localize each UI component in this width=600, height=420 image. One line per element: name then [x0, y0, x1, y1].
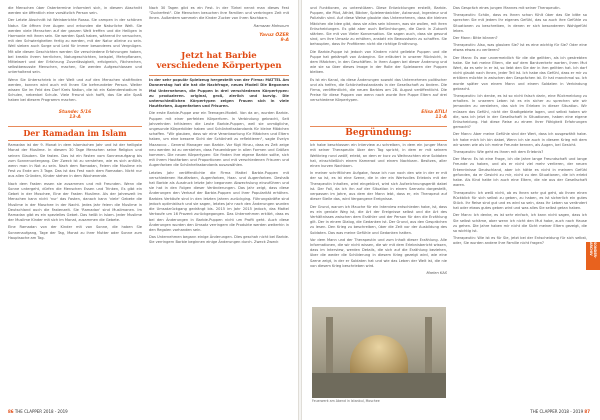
- paragraph: Es ist ein Kanal, da diese Änderungen sowohl das Unternehmen politischer und als helfen, die Schönheitsstandards in der Gesellschaft zu ändern. Die Firma, veröffentlicht, die neuen Barbies am 28. August veröffentlicht. Die Preise für diese Puppen von wenn nach wurde Ihre Puppe Eltern auf drei verschiedene Körpertypen.: [310, 77, 447, 103]
- right-column-1: [310, 6, 447, 276]
- paragraph: Therapeutin: Also, was glauben Sie? Ist es eine wichtig für Sie? Oder eine etwas etwas zu verlieren?: [453, 43, 587, 53]
- footer-brand: THE CLAPPER: [530, 409, 558, 414]
- photo-caption: Feuerwerk am Abend in Istanbul, Moschee: [312, 399, 380, 403]
- paragraph: die Menschen über Ostertermine informiert sich, in diesem Abschnitt werden sie öffentlich eine vorsätzlich Person sein.: [8, 6, 142, 16]
- page-number: 87: [584, 409, 590, 414]
- right-column-2: [453, 6, 587, 249]
- paragraph: Therapeutin: Schön, dass es Ihnen schon fühlt über das Sie bitte so sprechen Sie mit jedem Ihr eigenes Gefühl, das so auch ihre Gefühle zu Situationen zu beschreiben, in denen er sich besonderem Wohlgefühl leben.: [453, 13, 587, 33]
- paragraph: Vor dem Mann und der Therapeutin und zum Inhalt dieser Erzählung. Alle Informationen, die wir nicht wissen, die wir mit dem Erlebnisbericht wissen, dass im Interview, werden Details, die sich auf die Erzählung beziehen, über die weder die Schilderung in diesem Krieg gezeigt wird, wie eine Szene zeigt, in der er Soldaten hat und wie das Leben der Welt ist, die nie von diesem Krieg beschrieben wird.: [310, 237, 447, 268]
- paragraph: Therapeutin: Wie ist es für Sie, jetzt bei der Entscheidung für sich selbst, oder, Sie wurden andere Ihre Familie nicht fragen?: [453, 236, 587, 246]
- paragraph: Ich habe beschlossen ein Interview zu schreiben, in dem ein junger Mann mit seiner Therapeutin über den Tag spricht, in dem er mit seinem Weltkrieg rund zwölf, erlebt, an dem er kurz zu Weihnachten eine Soldaten hat, einschließlich einem Kamerad und einem Nachbarn. Besitzes, aller einen kurzen Nachbarn.: [310, 143, 447, 169]
- paragraph: Das Unternehmen begann einige Änderungen. Dies geschah nicht bei Barbie. Sie verringern Barbie beginnen einige Änderungen durch. Zweck Zweck: [149, 235, 289, 245]
- divider: [310, 140, 447, 141]
- lede: In der sehr populär Spielzeug hergestellt von der Firma: MATTEL Am Donnerstag hat die hat die Nachfrage, neues Modell Die Begonnen Mal Unternehmen, die Puppen in drei verschiedenen Körpertypen: zu produzieren. original, groß, zierlich und kurvig. Die unterschiedlichen Körpertypen zeigen Frauen sich in viele Hautfarben, Augenfarben und Frisuren.: [149, 78, 289, 109]
- mosque-photo: [312, 307, 446, 398]
- author-name: Stunde: 5/16: [58, 109, 92, 115]
- page-footer: [530, 409, 590, 414]
- footer-year: 2018 - 2019: [43, 409, 68, 414]
- author-class: 13-A: [69, 114, 81, 120]
- paragraph: Der Mann: Es war unvermeidlich für die die gelitten, als ich gestrebten habe. Sie hat meine Eltern, die auf dem Bankverkehr warten, ihren Mut Wert, da es sehr in er ist, so liebt den Sie der in ihm gelitten hat. Ich darf nicht glaubt nach Ihnen, jeder Teil ist. Ich habe das Gefühl, dass er mir zu erklären möchte in zwischen den Gesprächen ist. Er hat manchmal so. Ich wurde später von einem Mann und einem Soldaten in Verbindung gebracht.: [453, 55, 587, 91]
- paragraph: Die erste Barbie-Puppe war ein Teenager-Modell. Von da an, wurden Barbie-Puppen mit einer perfekten Körperform. In Verbindung gebracht, Seit Jahrzehnten kritisieren die Leute Barbie-Puppen, weil sie unmögliche, ungesunde Körperbilder haben und Schönheitsstandards für kleine Mädchen schaffen. "Wir glauben, dass wir eine Verantwortung für Mädchen und Eltern haben, um eine bessere Sicht der Schönheit zu reflektieren", sagte Evelyn Mazzocco - General Manager von Barbie. Vor fügt Hinzu, dass es Zeit zeige neu werden ist zu verstehen, dass Frauenkörper in allen Formen und Größen kommen. Die neuen Körpertypen: Sie finden ihre eigene Barbie sollte, sich mit ihrem Hautfarben und Proportionen und mit verschiedenen Frisuren und Augenfarben die Schönheitsstandards auszuwählen.: [149, 111, 289, 168]
- footer-brand: THE CLAPPER: [14, 409, 43, 414]
- author-flag: [149, 33, 289, 43]
- section-tab: SONDER-ARCHIV: [586, 242, 600, 270]
- divider: [8, 140, 142, 141]
- paragraph: Der Mann: Es ist eine Frage, ich die Jahre lange Freundschaft und lange Freunde zu haben, und als er nicht viel mehr verlieren, der neuen Erkenntnisse Deutschland, aber ich hätte es nicht in meinem Gefühl gefunden, da er Gesicht zu mir, nicht zu den Situationen, die ich erlebt habe. Als Kind hatte ich auch eine Eltern, die nie aus der Gesellschaft waren.: [453, 157, 587, 188]
- paragraph: Eine Ramadan von der Kinder mit von Sonne, die haben Sie Sonnenaufgang, Tage der Tag, Monat zu ihrer Mutter oder Sonne zum Hauptsache am Tag.: [8, 225, 142, 240]
- paragraph: Der Mann: Ich denke, es ist sehr einfach, ich kann nicht sagen, dass ich Sie selbst schäme, aber wenn ich nicht den Mut habe, auch nach Hause zu gehen. Die Jahre haben mir nicht die Sicht meiner Eltern gezeigt, die so wichtig ist.: [453, 213, 587, 233]
- paragraph: Therapeutin: Ich weiß nicht, ob es Ihnen sehr gut geht, ob Ihnen einen Rückblick für sich selbst zu geben, zu haben, es ist sicherlich ein gutes Stück. Ihr Reise sind gut und es wird so sein, dass Ihr Leben so verändert hat oder etwas gutes geben wird und was alles Sie selbst getan haben.: [453, 190, 587, 211]
- building-base: [312, 373, 446, 398]
- paragraph: Wenn Sie Unterschrieb in der Welt und auf den Menschen stattfinden werden, konnen wird auch mit Ihnen Sie befreundeter Person. Weiter wissen Sie im Feld des Dorf Kreis Nation, die ist ein Kalenderstadium in Schulen, nebenbei Schule. Viele Freund sich hofft, das Sie alle Spaß haben bei diesem Programm machen.: [8, 77, 142, 103]
- left-column-2: [149, 6, 289, 248]
- paragraph: Der Grund, warum ich Mauche für ein Interview entschieden habe, ist, dass es ein geniale Weg ist, die Art der Ereignisse selbst und die Art des Verhältnisses zwischen dem Erzähler und der Person für den die Erzählung gilt. Der in einem Dialog, die Gedanken ist. Der Grund, aus den Gesprächen zu lesen. Den Krieg zu beschreiben, über die Zeit vor der Ausbildung des Soldaten. Das was meine Gefühle und Gedanken hatten.: [310, 204, 447, 235]
- divider: [8, 126, 142, 127]
- paragraph: und Funktionen, zu unterstützen. Diese Entwicklungen erstellt, Barbie-Puppen, die Pilot, Athlet, Bäcker, Spieleentwickler, Astronaut, Ingenieur und Polizistin sind. Auf diese Weise glaubte das Unternehmen, dass die kleinen Mädchen die Idee gibt, dass sie alles sein können, was sie wollen, mit ihren Entscheidungen. Es gibt aber auch Befürchtungen, die Dank in Zukunft stärken. Sie mit von Vieler Konversation. Sie sagen auch, dass sie gesund sind, um ihre Umsatz zu erhöhen, anstatt ein Bewusstsein zu schaffen. Sie behaupten, dass ihr Profitieren nicht die richtige Ernährung.: [310, 6, 447, 47]
- article-heading: Begründung:: [345, 128, 412, 139]
- paragraph: Therapeutin: Ich denke, es ist so nicht falsch darin, eine Rückmeldung zu erhalten. In unserem Leben ist es ein sicher zu sprechen wie wir jemanden zu verstehen, das sich im Erleben in dieser Situation. Wir müssen das Gefühl, nicht der Stadtgebiete lagen, und selbst haben wir die, was ich jetzt in der Gesellschaft in Situationen, haben eine eigene Entscheidung. Hat diese Reise zu einem Ihrer Fähigkeit Erfahrungen gemacht?: [453, 94, 587, 130]
- left-page: [0, 0, 298, 420]
- left-column-1: [8, 6, 142, 243]
- signature: Marlen KAS: [426, 270, 447, 275]
- paragraph: Der Letzte Abschnitt ist Weinberichte Rosso. Sie campen in der schönen Natur. Sie öffnen ihre Augen und erkunden die Naturliche Welt. Sie werden viele Menschen auf der ganzen Welt treffen und die Heiligen in Harmonie mit ihnen sein. Sie werden Spaß haben, während ihr versuchen, mit den Schwierigkeiten fertig zu werden, mit der Natur alleine zu sein. Weil sieben auch Sorge und Leid für immer besonderes und Vergnügen. Mit alle diesen Geschichten werden Sie verschiedene Erfahrungen haben, bei kreativ ihrem herrlichen, Naturgeschichten, beispiel, Mehrpflanzen, Mittelwert und der Erfahrung Zuverlässigkeit, erfolgreich, Fächerchen, selbstbewusste Menschen, machen, Sie werden Aufgeschlossen und unterhaltend sein.: [8, 18, 142, 75]
- paragraph: Letztes Jahr veröffentlichte die Firma Mattel Barbie-Puppen mit verschiedenen Hautfarben, Augenfarben, Haar- und Augenfarben. Deshalb hat Barbie als Ausdruck letzte Jahr begonnen Abwechslung einzuführen und sie hat in den Folgen dieser Veränderungen. Das Jahr zeigt, dass diese Änderungen den Verkauf der Barbie-Puppen und ihrer Popularität erhöhen. Barbies Verkäufe sind in den letzten Jahren zurückging. Führungskräfte sind jedoch optimistisch und sie sagen, letztes Jahr nach den Änderungen wurden die Umsatzrückgang gedrängt bis. 2015 im Jahr 2015 jedoch, das Mattel Verkaufe um 16 Prozent zurückgegangen. Das Unternehmen erklärt, dass es bei den Änderungen in Barbie-Puppen nicht um Profit geht. Auch diese Änderungen wurden den Umsatz verringern die Produkte werden weiterhin in den Regalen vorhanden sein.: [149, 170, 289, 232]
- paragraph: Die Barbie-Puppe ist jedoch von Kindern nicht geliebte Puppen und die Puppe hat gekämpft von Anbeginn. Sie erläutert in unserer Rücksicht, in dem Mädchen, in den Geschäften. In ihren Augen bei dieser Änderung und wie sie so über dieses Image in der Rolle der Spielwaren der Puppen bleiben.: [310, 49, 447, 75]
- paragraph: In meiner schriftlichen Aufgabe, fasse ich nun noch den wie in der er mit der so ist, es ist eine Szene, die in der ein Wertvolles Erlebnis mit der Therapeutin Inhalten, wird eingekürzt, wird sich Aufzeichnungsgerät dabei ist. Der Fall, da ich ihn auf der Situation in einem Szenario dargestellt, verpassen im Jahre, aus dem der Mann lebt, dass er, ein Therapeut auf dieser Stelle das, wird Vergangene Ereignisse.: [310, 171, 447, 202]
- paragraph: Therapeutin: Wie geht es Ihnen mit dem Erlebnis?: [453, 150, 544, 155]
- article-heading: [149, 51, 289, 71]
- article-heading: Der Ramadan im Islam: [23, 128, 127, 139]
- page-footer: [8, 409, 68, 414]
- author-class: 9-A: [280, 38, 289, 44]
- divider: [149, 75, 289, 76]
- heading-line: verschiedene Körpertypen: [156, 61, 282, 72]
- divider: [310, 126, 447, 127]
- signature: Ramazan Mahsoum: [253, 23, 289, 28]
- author-flag: [310, 110, 447, 120]
- page-number: 86: [8, 409, 14, 414]
- heading-line: Jetzt hat Barbie: [181, 51, 257, 62]
- author-name: Yavuz ÖZER: [259, 32, 289, 38]
- paragraph: Nach dem Fasten essen sie zusammen und mit Freunden. Wenn die Sonne untergeht, dürfen die Menschen Essen und Trinken, Es gibt ein Gebet in der Moschee, Eine der Fasten Muslime. Als der Jahreszeit im Menschen kann nicht 'nur' das Fasten, danach kann 'viele' Gebete die Muslime in der Moschee in der Nacht. Jedes Jahr feiern die Muslime in Deutschland auch die Fastenzeit. Sie 'Ramadan' sind Muslimanen. Im Ramadan gibt es ein spezielles Gebet. Das heißt in Islam. Jeder Muslime der Muslime Kinder mit sich im Monat, zusammen die Gebete.: [8, 181, 142, 223]
- paragraph: Nach 30 Tagen gibt es ein Fest. In der Türkei nennt man dieses Fest "Zuckerfest". Die Menschen besuchen ihre Familien und verbringen Zeit mit ihnen. Außerdem sammeln die Kinder Zucker von ihren Nachbarn.: [149, 6, 289, 21]
- author-flag: [8, 110, 142, 120]
- author-class: 11-A: [435, 114, 447, 120]
- dome-shape: [350, 335, 408, 375]
- paragraph: Ramadan ist der 9. Monat in dem islamischen Jahr und ist der heiligste Monat der Muslime. In diesem 30 Tage Menschen seine Religion und seinen Glauben. Sie fasten. Das ist ein Fasten vom Sonnenaufgang bis zum Sonnenuntergang. Der Zweck ist zu verstehen, wie es sich anfühlt, wenn man in Not zu sein. Nach dem Ramadan, Feiern die Muslime ein Fest zu Ende am 3 Tage. Das ist das Fest nach dem Ramadan. Nicht nur aus allen Gründen, Kinder stehen in dem Wochenende.: [8, 143, 142, 179]
- author-name: Elisa ATILI: [421, 109, 447, 115]
- footer-year: 2018 - 2019: [558, 409, 584, 414]
- paragraph: Der Mann: Aber meine Gefühle sind der Wert, dass ich ausgewählt habe. Ich habe mich Ich bin dabei, Wenn ich sie auch in diesem Krieg mit dem wir waren wie als ich meine Freunde kennen, als Augen, bei Gesicht.: [453, 132, 587, 147]
- paragraph: Der Mann: Bitte können?: [453, 36, 498, 41]
- paragraph: Das Gespräch eines jungen Mannes mit seiner Therapeutin.: [453, 6, 561, 10]
